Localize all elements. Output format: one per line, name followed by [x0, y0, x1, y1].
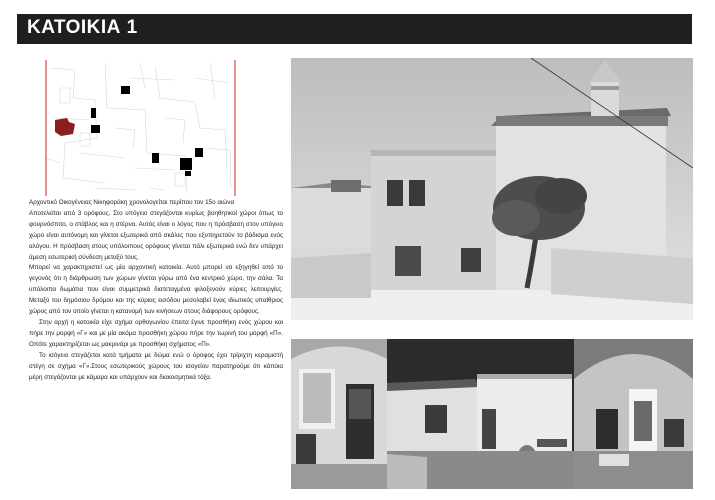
page-title: ΚΑΤΟΙΚΙΑ 1	[27, 17, 138, 38]
house-highlight	[55, 118, 75, 136]
paragraph-1: Αρχοντικό Οικογένειας Νικηφοράκη χρονολογείται περίπου τον 15ο αιώνα	[29, 199, 235, 206]
site-plan-drawing	[35, 58, 285, 198]
paragraph-4: Στην αρχή η κατοικία είχε σχήμα ορθογωνίου έπειτα έγινε προσθήκη ενός χώρου και πήρε την μορφή «Γ» και με μία ακόμα προσθήκη χώρου πήρε την τωρινή του μορφή «Π». Οπότε χαρακτηρίζεται ως μακρινάρι με προσθήκη σχήματος «Π».	[29, 318, 283, 348]
paragraph-3: Μπορεί να χαρακτηριστεί ως μία αρχοντική κατοικία. Αυτό μπορεί να εξηγηθεί από το γεγονός ότι η διάρθρωση των χώρων γίνεται γύρω από ένα κεντρικό χώρο, την σάλα. Τα υπόλοιπα δωμάτια που είναι συμμετρικά διατεταγμένα φιλοξενούν κύριες λειτουργίες. Μεταξύ του δημόσιου δρόμου και της κύριας εισόδου μεσολαβεί ένας ιδιωτικός υπαίθριος χώρος από τον οποίο γίνεται η κατανομή των κινήσεων στους διάφορους ορόφους.	[29, 264, 283, 316]
paragraph-5: Το ισόγειο στεγάζεται κατά τμήματα με δώμα ενώ ο όροφος έχει τρίριχτη κεραμιστή στέγη σε σχήμα «Γ».Στους εσωτερικούς χώρους του ισογείου παρατηρούμε ότι κάποια μέρη στεγάζονται με κάμαρα και υπάρχουν και διακοσμητικά τόξα.	[29, 351, 283, 381]
description-text	[29, 198, 283, 383]
page-header	[17, 14, 692, 44]
interior-photo-arch	[574, 339, 693, 489]
interior-photo-room	[291, 339, 387, 489]
main-courtyard-photo	[291, 58, 693, 320]
site-plan-map	[35, 58, 285, 198]
exterior-photo-courtyard	[387, 339, 574, 489]
paragraph-2: Αποτελείται από 3 ορόφους. Στο υπόγειο στεγάζονται κυρίως βοηθητικοί χώροι όπως το φουρνόσπιτο, ο στάβλος και η στέρνα. Αυτός είναι ο λόγος που η πρόσβαση στον υπόγειο χώρο είναι αυτόνομη και γίνεται εξωτερικά από σκάλες που εξυπηρετούν το βάδισμα ενός αλόγου. Η πρόσβαση στους υπόλοιπους ορόφους γίνεται πάλι εξωτερικά ενώ δεν υπάρχει άμεση εσωτερική σύνδεση μεταξύ τους.	[29, 209, 283, 261]
